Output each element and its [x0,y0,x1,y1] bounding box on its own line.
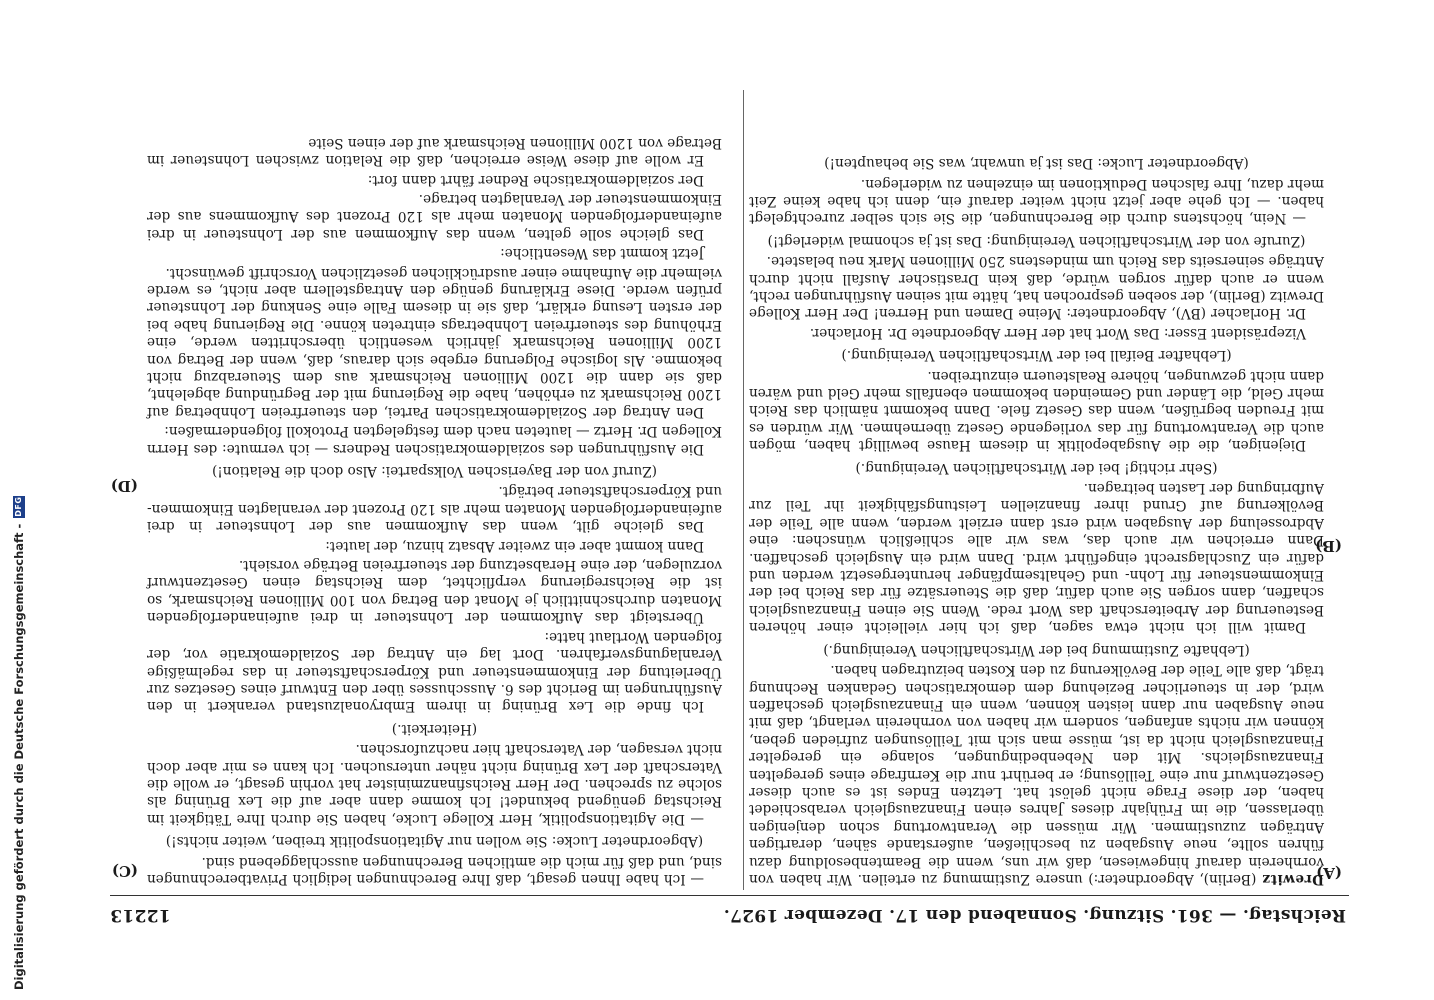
margin-letter-a: (A) [1316,864,1342,882]
stage-direction: (Sehr richtig! bei der Wirtschaftlichen Vereinigung.) [855,459,1218,476]
stage-direction: (Lebhafter Beifall bei der Wirtschaftlichen Vereinigung.) [841,347,1232,364]
footer-note-text: Digitalisierung gefördert durch die Deutsche Forschungsgemeinschaft - [12,523,26,990]
paragraph: Die Ausführungen des sozialdemokratischen Redners — ich vermute: des Herrn Kollegen Dr. Hertz — lauteten nach dem festgelegten Protokoll folgendermaßen: [147,423,722,457]
speaker-name: Drewitz [1262,871,1324,887]
paragraph: Dr. Horlacher (BV), Abgeordneter: Meine Damen und Herren! Der Herr Kollege Drewitz (Berlin), der soeben gesprochen hat, hätte mit seinen Ausführungen recht, wenn er auch dafür sorgen würde, daß kein Drastischer Ausfall nicht durch Anträge seinerseits das Reich um mindestens 250 Millionen Mark neu belastete. [749,253,1324,322]
quoted-paragraph: Er wolle auf diese Weise erreichen, daß die Relation zwischen Lohnsteuer im Betrage von 1200 Millionen Reichsmark auf der einen Seite [147,134,722,169]
document-page [30,0,1434,1000]
paragraph [749,661,1324,887]
footer-note [0,0,24,1000]
header-title: Reichstag. — 361. Sitzung. Sonnabend den 17. Dezember 1927. [723,905,1346,925]
stage-direction: (Lebhafte Zustimmung bei der Wirtschaftlichen Vereinigung.) [823,641,1250,658]
page-number: 12213 [110,905,171,925]
paragraph: — Nein, höchstens durch die Berechnungen, die Sie sich selber zurechtgelegt haben. — Ich gehe aber jetzt nicht weiter darauf ein, denn ich habe keine Zeit mehr dazu, Ihre falschen Deduktionen im einzelnen zu widerlegen. [749,175,1324,227]
paragraph: Diejenigen, die die Ausgabepolitik in diesem Hause bewilligt haben, mögen auch die Verantwortung für das vorliegende Gesetz übernehmen. Wir würden es mit Freuden begrüßen, wenn das Gesetz fiele. Dann bekommt nämlich das Reich mehr Geld, die Länder und Gemeinden bekommen ebenfalls mehr Geld und wären dann nicht gezwungen, höhere Realsteuern einzutreiben. [749,367,1324,454]
stage-direction: (Abgeordneter Lucke: Das ist ja unwahr, was Sie behaupten!) [824,155,1249,172]
quoted-paragraph: Den Antrag der Sozialdemokratischen Partei, den steuerfreien Lohnbetrag auf 1200 Reichsmark zu erhöhen, habe die Regierung mit der Begründung abgelehnt, daß sie dann die 1200 Millionen Reichsmark aus dem Steuerabzug nicht bekomme. Als logische Folgerung ergebe sich daraus, daß, wenn der Betrag von 1200 Millionen Reichsmark jährlich wesentlich überschritten werde, eine Erhöhung des steuerfreien Lohnbetrags eintreten könne. Die Regierung habe bei der ersten Lesung erklärt, daß sie in diesem Falle eine Senkung der Lohnsteuer prüfen werde. Diese Erklärung genüge den Antragstellern aber nicht, es werde vielmehr die Aufnahme einer ausdrücklichen gesetzlichen Vorschrift gewünscht. [147,264,722,420]
margin-letter-d: (D) [110,477,138,495]
stage-direction: (Zurufe von der Wirtschaftlichen Vereinigung: Das ist ja schonmal widerlegt!) [767,232,1306,249]
margin-letter-b: (B) [1315,537,1342,555]
left-column [749,149,1324,887]
quoted-paragraph: Das gleiche solle gelten, wenn das Aufkommen aus der Lohnsteuer in drei aufeinanderfolgenden Monaten mehr als 120 Prozent des Aufkommens aus der Einkommensteuer der Veranlagten betrage. [147,190,722,242]
paragraph: Damit will ich nicht etwa sagen, daß ich hier vielleicht einer höheren Besteuerung der Arbeiterschaft das Wort rede. Wenn Sie einen Finanzausgleich schaffen, dann sorgen Sie auch dafür, daß die Steuersätze für das Reich bei der Einkommensteuer für Lohn- und Gehaltsempfänger heruntergesetzt werden und dafür ein Zuschlagsrecht eingeführt wird. Dann wird ein Ausgleich geschaffen. Dann erreichen wir auch das, was wir alle schließlich wünschen: eine Abdrosselung der Ausgaben wird erst dann erzielt werden, wenn alle Teile der Bevölkerung auf Grund ihrer finanziellen Leistungsfähigkeit ihr Teil zur Aufbringung der Lasten beitragen. [749,480,1324,636]
header-rule [110,895,1349,896]
margin-letter-c: (C) [111,862,138,880]
paragraph: Dann kommt aber ein zweiter Absatz hinzu, der lautet: [325,537,704,554]
column-divider [743,90,744,890]
dfg-logo: DFG [14,496,23,517]
paragraph: — Ich habe Ihnen gesagt, daß Ihre Berechnungen lediglich Privatberechnungen sind, und daß für mich die amtlichen Berechnungen ausschlaggebend sind. [147,853,722,887]
stage-direction: (Abgeordneter Lucke: Sie wollen nur Agitationspolitik treiben, weiter nichts!) [165,833,704,850]
quoted-paragraph: Übersteigt das Aufkommen der Lohnsteuer in drei aufeinanderfolgenden Monaten durchschnittlich je Monat den Betrag von 100 Millionen Reichsmark, so ist die Reichsregierung verpflichtet, dem Reichstag einen Gesetzentwurf vorzulegen, der eine Herabsetzung der steuerfreien Beträge vorsieht. [147,557,722,626]
paragraph: Jetzt kommt das Wesentliche: [500,245,704,262]
paragraph: Vizepräsident Esser: Das Wort hat der Herr Abgeordnete Dr. Horlacher. [809,324,1306,341]
quoted-paragraph: Das gleiche gilt, wenn das Aufkommen aus der Lohnsteuer in drei aufeinanderfolgenden Monaten mehr als 120 Prozent der veranlagten Einkommen- und Körperschaftsteuer beträgt. [147,483,722,535]
paragraph: Ich finde die Lex Brüning in ihrem Embryonalzustand verankert in den Ausführungen im Bericht des 6. Ausschusses über den Entwurf eines Gesetzes zur Überleitung der Einkommensteuer und Körperschaftsteuer in das regelmäßige Veranlagungsverfahren. Dort lag ein Antrag der Sozialdemokratie vor, der folgenden Wortlaut hatte: [147,628,722,715]
paragraph: Der sozialdemokratische Redner fährt dann fort: [367,171,704,188]
page-header [110,897,1346,925]
right-column [147,131,722,887]
paragraph-text: (Berlin), Abgeordneter:) unsere Zustimmung zu erteilen. Wir haben von vornherein darauf hingewiesen, daß wir uns, wenn die Beamtenbesoldung dazu führen sollte, neue Ausgaben zu beschließen, außerstande sähen, derartigen Anträgen zuzustimmen. Wir müssen die Verantwortung schon denjenigen überlassen, die im Frühjahr dieses Jahres einen Finanzausgleich verabschiedet haben, der diese Frage nicht gelöst hat. Letzten Endes ist es auch dieser Gesetzentwurf nur eine Teillösung; er berührt nur die Kernfrage eines geregelten Finanzausgleichs. Mit den Nebenbedingungen, solange ein geregelter Finanzausgleich nicht da ist, müsse man sich mit Teillösungen zufrieden geben, können wir nichts anfangen, sondern wir haben von vornherein verlangt, daß mit neue Ausgaben nur dann leisten können, wenn ein Finanzausgleich geschaffen wird, der in steuerlicher Beziehung dem demokratischen Gedanken Rechnung trägt, daß alle Teile der Bevölkerung zu den Kosten beizutragen haben. [749,662,1324,887]
paragraph: — Die Agitationspolitik, Herr Kollege Lucke, haben Sie durch Ihre Tätigkeit im Reichstag genügend bekundet! Ich komme dann aber auf die Lex Brüning als solche zu sprechen. Der Herr Reichsfinanzminister hat vorhin gesagt, er wolle die Vaterschaft der Lex Brüning nicht näher untersuchen. Ich kann es mir aber doch nicht versagen, der Vaterschaft hier nachzuforschen. [147,741,722,827]
stage-direction: (Zuruf von der Bayerischen Volkspartei: Also doch die Relation!) [212,463,658,480]
stage-direction: (Heiterkeit.) [391,720,478,737]
